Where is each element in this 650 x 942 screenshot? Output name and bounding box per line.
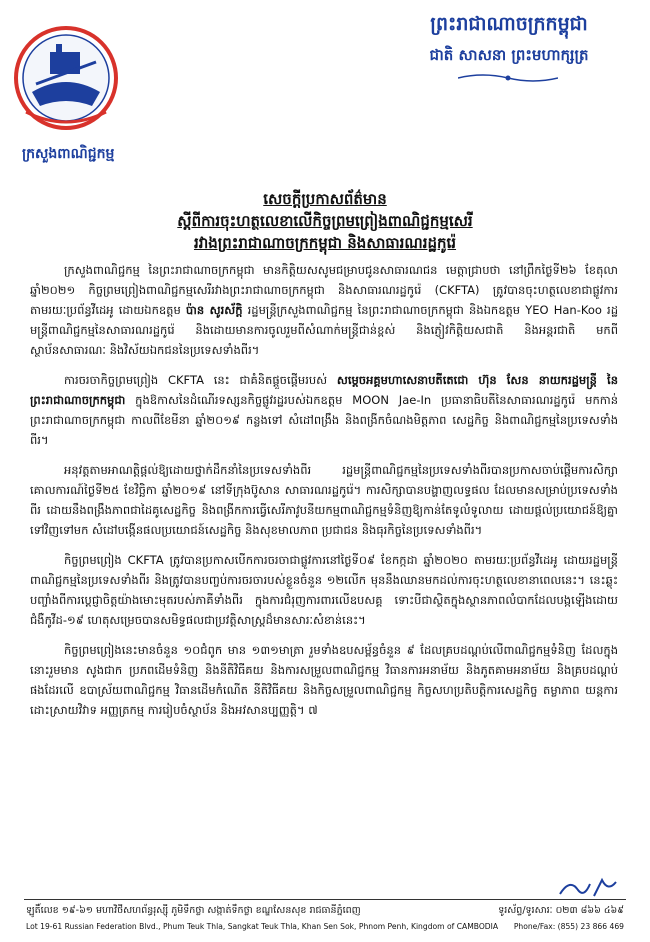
ministry-name: ក្រសួងពាណិជ្ជកម្ម <box>22 146 115 162</box>
footer-phone-english: Phone/Fax: (855) 23 866 469 <box>513 922 624 931</box>
footer-divider <box>24 899 626 900</box>
press-release-body <box>30 260 618 730</box>
paragraph-1-rest: រដ្ឋមន្ត្រីក្រសួងពាណិជ្ជកម្ម នៃព្រះរាជាណាចក្រកម្ពុជា និងឯកឧត្តម YEO Han-Koo រដ្ឋមន្ត្រីពាណិជ្ជកម្មនៃសាធារណរដ្ឋកូរ៉េ និងដោយមានការចូលរួមពីសំណាក់មន្ត្រីជាន់ខ្ពស់ និងភ្ញៀវកិត្តិយសជាតិ និងអន្តរជាតិ មកពីស្ថាប័នសាធារណៈ និងវិស័យឯកជននៃប្រទេសទាំងពីរ។ <box>30 303 618 357</box>
title-line-2: ស្តីពីការចុះហត្ថលេខាលើកិច្ចព្រមព្រៀងពាណិជ្ជកម្មសេរី <box>177 212 473 230</box>
page-mark: ៧ <box>308 703 318 717</box>
footer-phone-khmer: ទូរស័ព្ទ/ទូរសារៈ ០២៣ ៨៦៦ ៤៦៩ <box>498 905 624 916</box>
press-release-title <box>30 188 620 254</box>
ministry-logo <box>12 22 120 140</box>
paragraph-4: កិច្ចព្រមព្រៀង CKFTA ត្រូវបានប្រកាសបើកការចរចាជាផ្លូវការនៅថ្ងៃទី០៩ ខែកក្កដា ឆ្នាំ២០២០ តាមរយៈប្រព័ន្ធវីដេអូ ដោយរដ្ឋមន្ត្រីពាណិជ្ជកម្មនៃប្រទេសទាំងពីរ និងត្រូវបានបញ្ចប់ការចរចារបស់ខ្លួនចំនួន ១២លើក មុននឹងឈានមកដល់ការចុះហត្ថលេខានាពេលនេះ។ នេះឆ្លុះបញ្ចាំងពីការប្តេជ្ញាចិត្តយ៉ាងមោះមុតរបស់ភាគីទាំងពីរ ក្នុងការជំរុញការពារលើឧបសគ្គ ទោះបីជាស្ថិតក្នុងស្ថានភាពលំបាកដែលបង្កឡើងដោយជំងឺកូវីដ-១៩ ហេតុសម្រេចបានសមិទ្ធផលជាប្រវត្តិសាស្ត្រដ៏មានសារៈសំខាន់នេះ។ <box>30 553 618 627</box>
footer-address-khmer: ឡូតិ៍លេខ ១៩-៦១ មហាវិថីសហព័ន្ធរុស្ស៊ី ភូមិទឹកថ្លា សង្កាត់ទឹកថ្លា ខណ្ឌសែនសុខ រាជធានីភ្នំពេញ <box>26 905 361 916</box>
kingdom-heading: ព្រះរាជាណាចក្រកម្ពុជា <box>430 13 588 35</box>
paragraph-2-rest: ក្នុងឱកាសនៃដំណើរទស្សនកិច្ចផ្លូវរដ្ឋរបស់ឯកឧត្តម MOON Jae-In ប្រធានាធិបតីនៃសាធារណរដ្ឋកូរ៉េ មកកាន់ព្រះរាជាណាចក្រកម្ពុជា កាលពីខែមីនា ឆ្នាំ២០១៩ កន្លងទៅ សំដៅពង្រឹង និងពង្រីកចំណងមិត្តភាព សេដ្ឋកិច្ច និងពាណិជ្ជកម្មនៃប្រទេសទាំងពីរ។ <box>30 393 618 447</box>
paragraph-1-text: ក្រសួងពាណិជ្ជកម្ម នៃព្រះរាជាណាចក្រកម្ពុជា មានកិត្តិយសសូមជម្រាបជូនសាធារណជន មេត្តាជ្រាបថា នៅព្រឹកថ្ងៃទី២៦ ខែតុលា ឆ្នាំ២០២១ កិច្ចព្រមព្រៀងពាណិជ្ជកម្មសេរីរវាងព្រះរាជាណាចក្រកម្ពុជា និងសាធារណរដ្ឋកូរ៉េ (CKFTA) ត្រូវបានចុះហត្ថលេខាជាផ្លូវការ តាមរយៈប្រព័ន្ធវីដេអូ ដោយឯកឧត្តម <box>30 263 618 317</box>
footer-address-english: Lot 19-61 Russian Federation Blvd., Phum Teuk Thla, Sangkat Teuk Thla, Khan Sen Sok, Phnom Penh, Kingdom of CAMBODIA <box>26 922 499 931</box>
paragraph-1 <box>30 260 618 360</box>
paragraph-5 <box>30 640 618 720</box>
ornament-divider <box>458 72 558 84</box>
paragraph-2 <box>30 370 618 450</box>
paragraph-3: អនុវត្តតាមអាណត្តិផ្តល់ឱ្យដោយថ្នាក់ដឹកនាំនៃប្រទេសទាំងពីរ រដ្ឋមន្ត្រីពាណិជ្ជកម្មនៃប្រទេសទាំងពីរបានប្រកាសចាប់ផ្តើមការសិក្សាគោលការណ៍ថ្ងៃទី២៥ ខែវិច្ឆិកា ឆ្នាំ២០១៩ នៅទីក្រុងប៊ូសាន សាធារណរដ្ឋកូរ៉េ។ ការសិក្សាបានបង្ហាញលទ្ធផល ដែលមានសម្រាប់ប្រទេសទាំងពីរ ដោយនឹងពង្រឹងភាពជាដៃគូសេដ្ឋកិច្ច និងពង្រីកការធ្វើសេរីភាវូបនីយកម្មពាណិជ្ជកម្មទំនិញឱ្យកាន់តែទូលំទូលាយ ដោយផ្តល់ប្រយោជន៍ឱ្យគ្នាទៅវិញទៅមក សំដៅបង្កើនផលប្រយោជន៍សេដ្ឋកិច្ច និងសុខមាលភាព ប្រជាជន និងធុរកិច្ចនៃប្រទេសទាំងពីរ។ <box>30 463 618 537</box>
minister-name: ប៉ាន សូរស័ក្តិ <box>185 303 243 317</box>
prime-minister-name: សម្តេចអគ្គមហាសេនាបតីតេជោ ហ៊ុន សែន នាយករដ្ឋមន្ត្រី នៃព្រះរាជាណាចក្រកម្ពុជា <box>30 373 618 407</box>
paragraph-2-text: ការចរចាកិច្ចព្រមព្រៀង CKFTA នេះ ជាគំនិតផ្តួចផ្តើមរបស់ <box>64 373 328 387</box>
paragraph-5-text: កិច្ចព្រមព្រៀងនេះមានចំនួន ១០ជំពូក មាន ១៣១មាត្រា រួមទាំងឧបសម្ព័ន្ធចំនួន ៩ ដែលគ្របដណ្តប់លើពាណិជ្ជកម្មទំនិញ ដែលក្នុងនោះរួមមាន សូងជាក ប្រភពដើមទំនិញ និងនីតិវិធីគយ និងការសម្រួលពាណិជ្ជកម្ម វិធានការអនាម័យ និងភូតគាមអនាម័យ និងគ្របដណ្តប់ផងដែរលើ ឧបាស្រ័យពាណិជ្ជកម្ម វិធានដើមកំណើត នីតិវិធីគយ និងកិច្ចសម្រួលពាណិជ្ជកម្ម កិច្ចសហប្រតិបត្តិការសេដ្ឋកិច្ច តម្លាភាព យន្តការដោះស្រាយវិវាទ អញ្ញត្រកម្ម ការរៀបចំស្ថាប័ន និងអវសានប្បញ្ញត្តិ។ <box>30 643 618 717</box>
title-line-3: រវាងព្រះរាជាណាចក្រកម្ពុជា និងសាធារណរដ្ឋកូរ៉េ <box>193 234 457 252</box>
national-motto: ជាតិ សាសនា ព្រះមហាក្សត្រ <box>429 46 589 64</box>
title-line-1: សេចក្តីប្រកាសព័ត៌មាន <box>263 190 387 208</box>
